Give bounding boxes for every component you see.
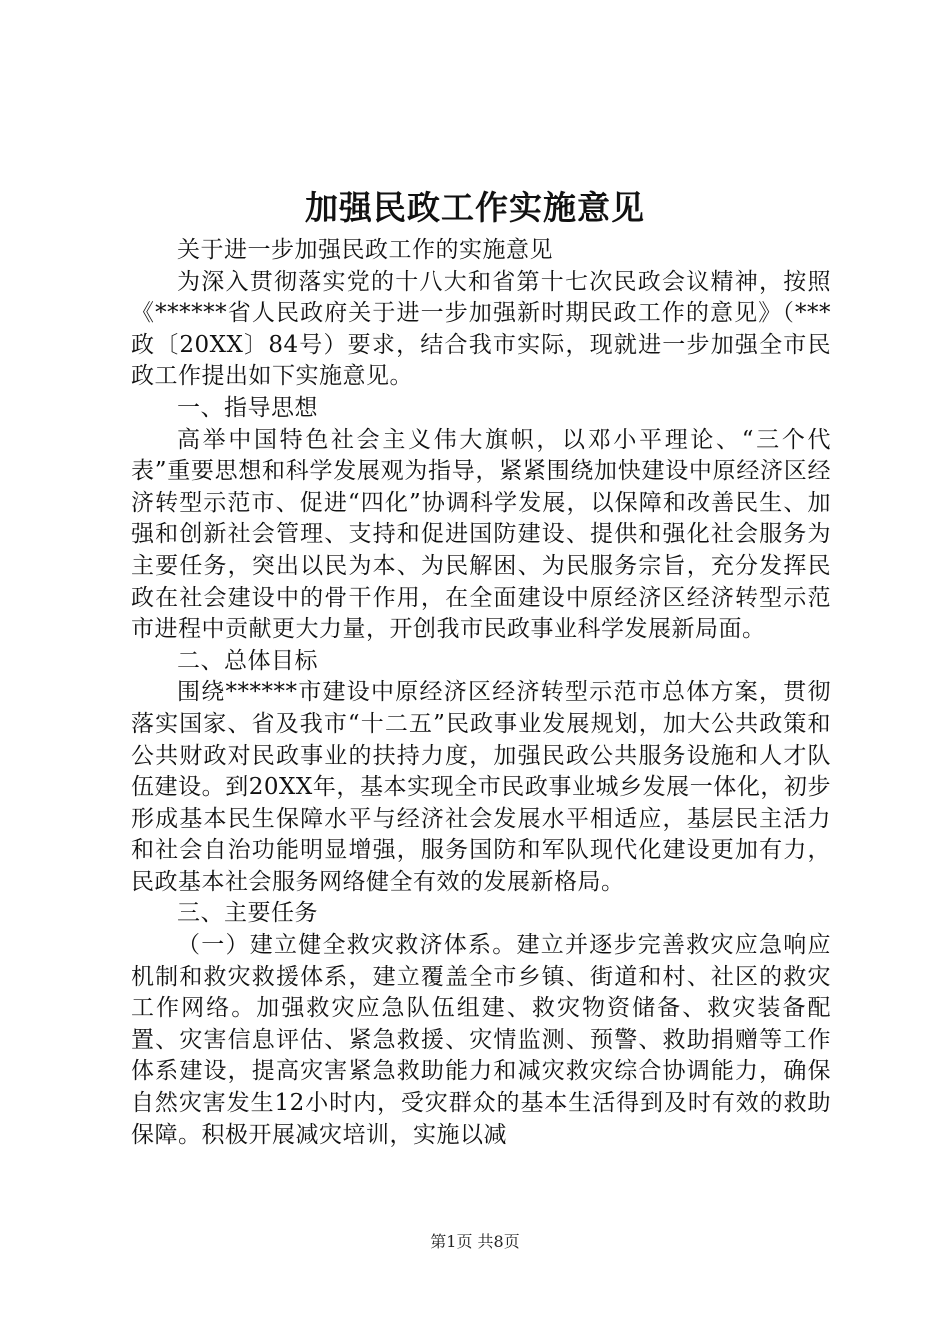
guiding-ideology-paragraph: 高举中国特色社会主义伟大旗帜，以邓小平理论、“三个代表”重要思想和科学发展观为指导，紧紧围绕加快建设中原经济区经济转型示范市、促进“四化”协调科学发展，以保障和改善民生、加强和创新社会管理、支持和促进国防建设、提供和强化社会服务为主要任务，突出以民为本、为民解困、为民服务宗旨，充分发挥民政在社会建设中的骨干作用，在全面建设中原经济区经济转型示范市进程中贡献更大力量，开创我市民政事业科学发展新局面。 <box>131 426 831 643</box>
document-subtitle: 关于进一步加强民政工作的实施意见 <box>177 237 553 263</box>
page-footer: 第1页 共8页 <box>430 1232 520 1251</box>
document-body <box>131 235 831 1151</box>
document-title: 加强民政工作实施意见 <box>305 188 645 227</box>
section-heading-overall-goals: 二、总体目标 <box>177 647 318 674</box>
section-heading-main-tasks: 三、主要任务 <box>177 900 318 927</box>
section-heading-guiding-ideology: 一、指导思想 <box>177 394 318 421</box>
main-tasks-paragraph: （一）建立健全救灾救济体系。建立并逐步完善救灾应急响应机制和救灾救援体系，建立覆盖全市乡镇、街道和村、社区的救灾工作网络。加强救灾应急队伍组建、救灾物资储备、救灾装备配置、灾害信息评估、紧急救援、灾情监测、预警、救助捐赠等工作体系建设，提高灾害紧急救助能力和减灾救灾综合协调能力，确保自然灾害发生12小时内，受灾群众的基本生活得到及时有效的救助保障。积极开展减灾培训，实施以减 <box>131 932 831 1148</box>
intro-paragraph: 为深入贯彻落实党的十八大和省第十七次民政会议精神，按照《******省人民政府关于进一步加强新时期民政工作的意见》（***政〔20XX〕84号）要求，结合我市实际，现就进一步加强全市民政工作提出如下实施意见。 <box>131 268 831 390</box>
overall-goals-paragraph: 围绕******市建设中原经济区经济转型示范市总体方案，贯彻落实国家、省及我市“十二五”民政事业发展规划，加大公共政策和公共财政对民政事业的扶持力度，加强民政公共服务设施和人才队伍建设。到20XX年，基本实现全市民政事业城乡发展一体化，初步形成基本民生保障水平与经济社会发展水平相适应，基层民主活力和社会自治功能明显增强，服务国防和军队现代化建设更加有力，民政基本社会服务网络健全有效的发展新格局。 <box>131 679 831 895</box>
